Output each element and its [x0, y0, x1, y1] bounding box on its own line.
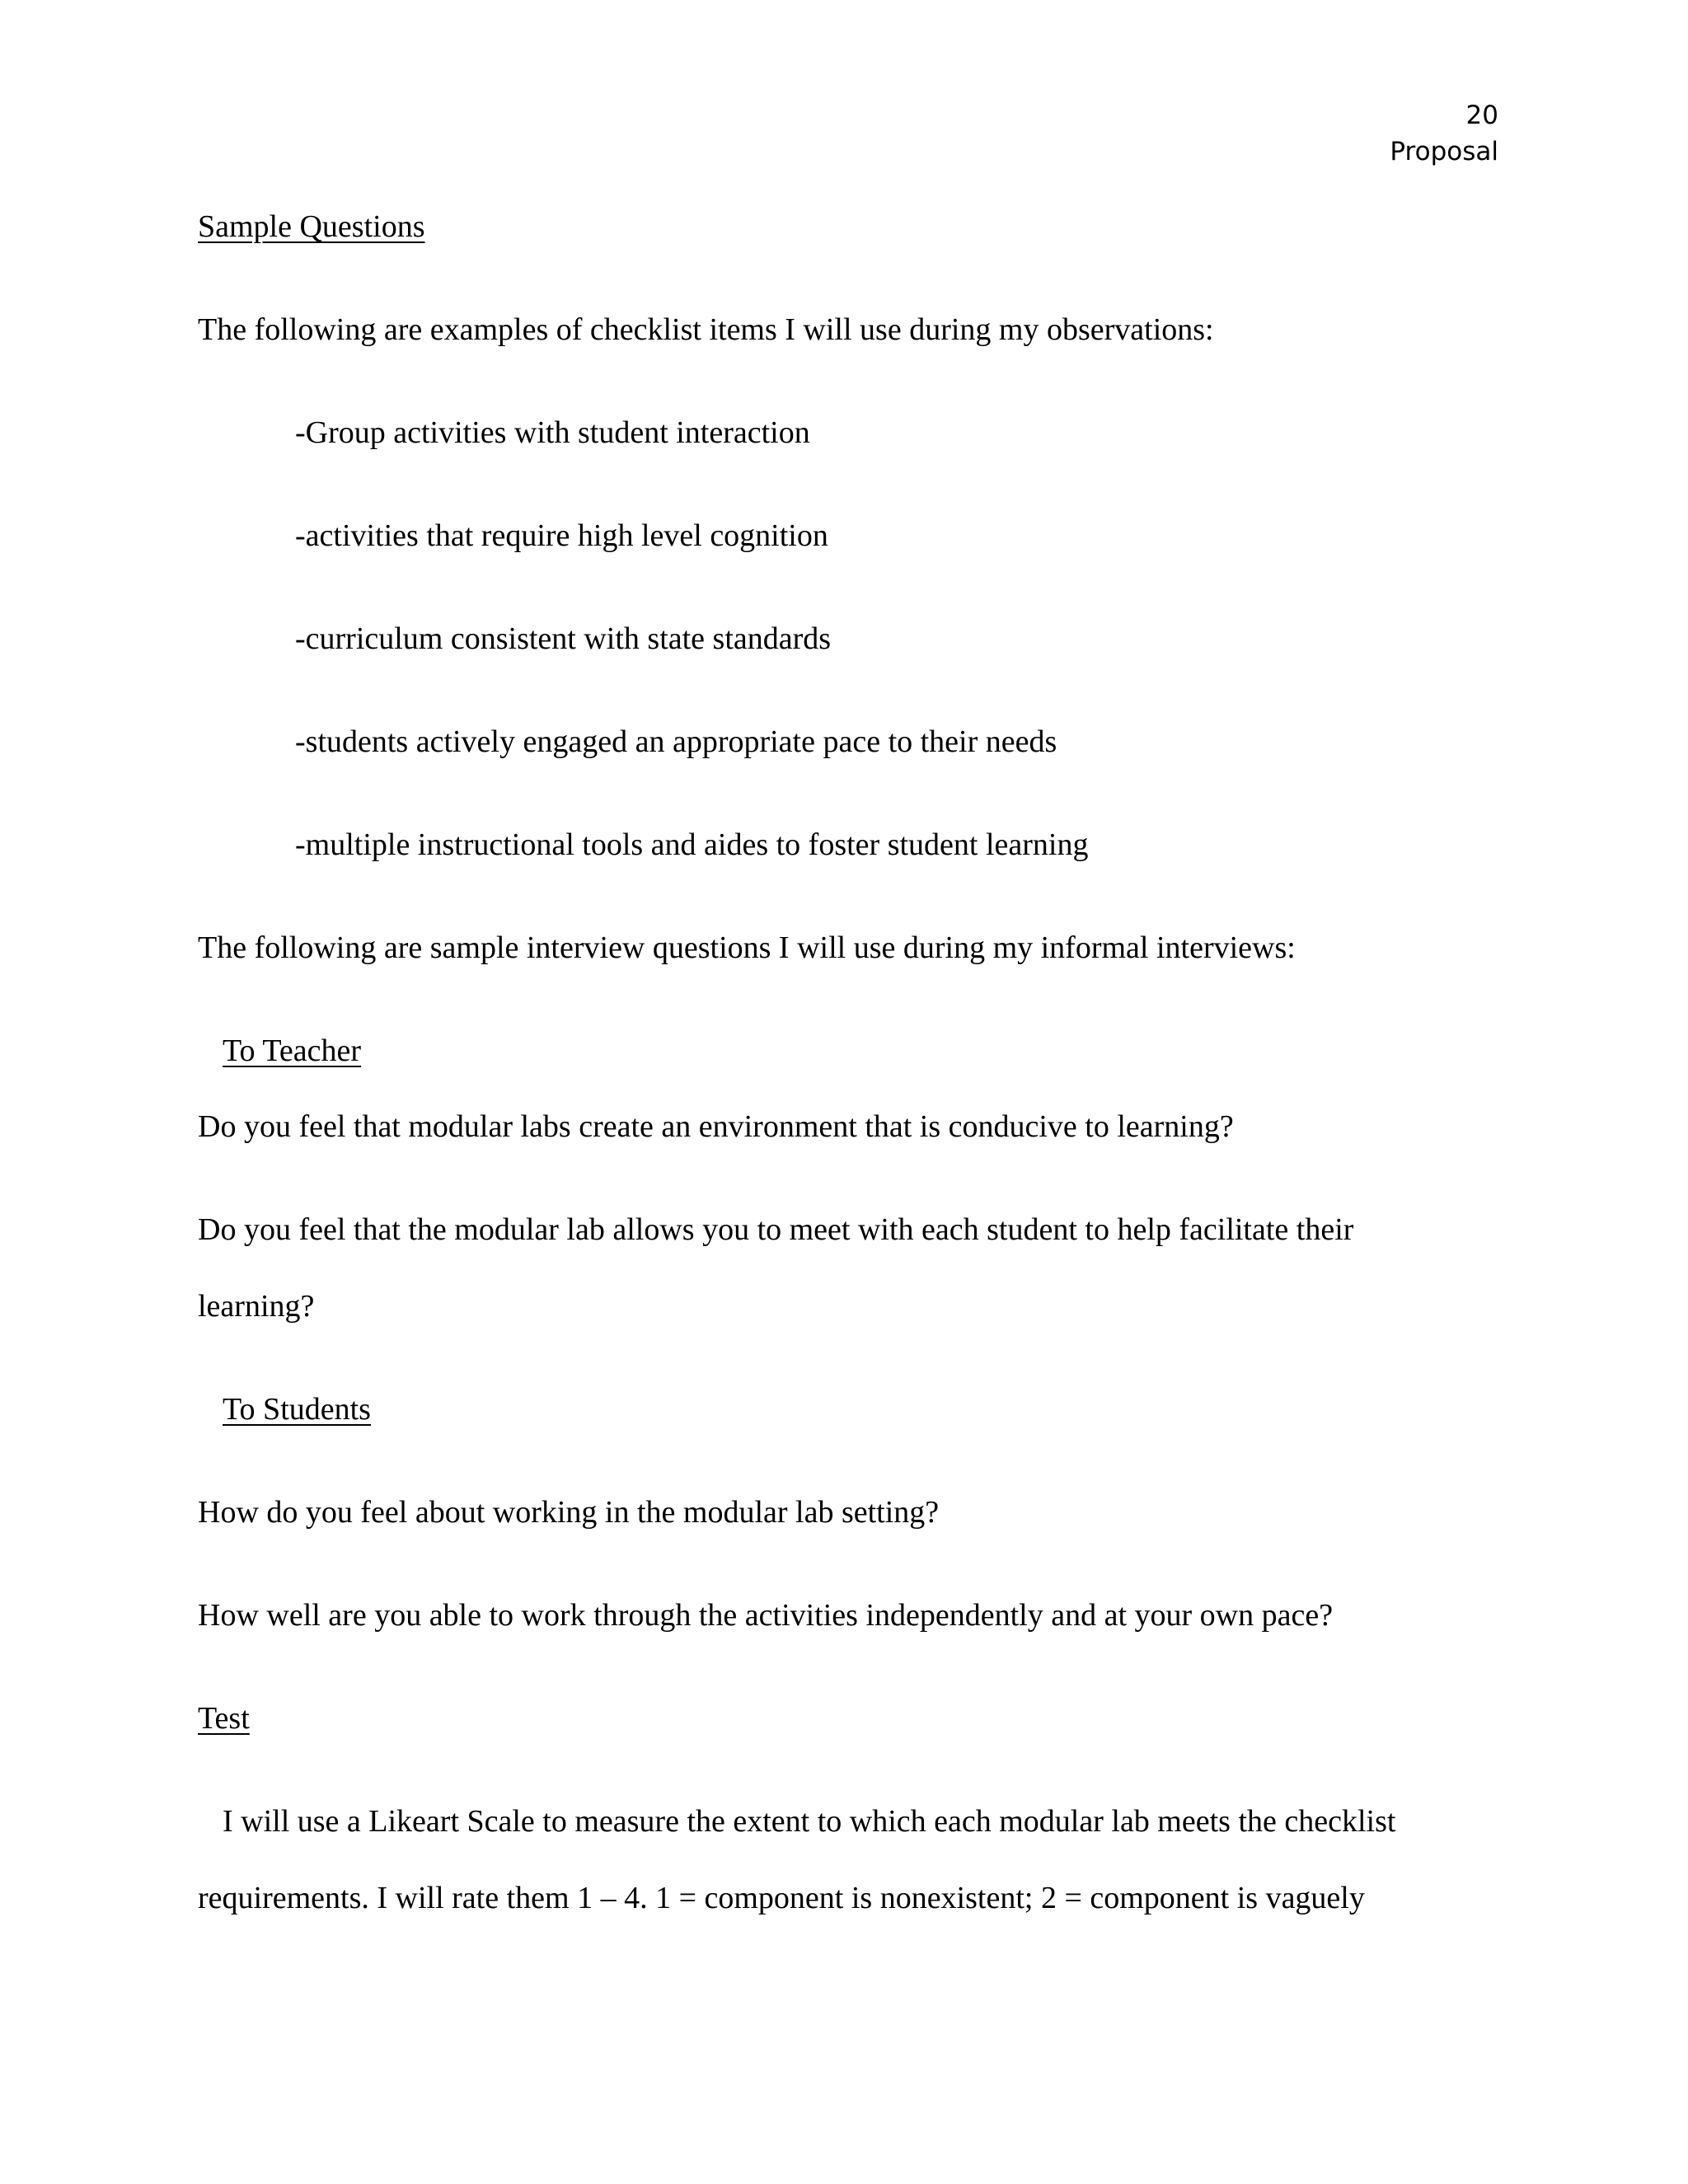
- test-paragraph-line-1: I will use a Likeart Scale to measure the extent to which each modular lab meets the checklist: [223, 1804, 1396, 1839]
- to-teacher-heading: To Teacher: [223, 1033, 362, 1068]
- to-students-heading: To Students: [223, 1392, 371, 1427]
- test-heading: Test: [198, 1701, 250, 1736]
- test-paragraph-line-2: requirements. I will rate them 1 – 4. 1 = component is nonexistent; 2 = component is vaguely: [198, 1881, 1365, 1915]
- student-question-2: How well are you able to work through the activities independently and at your own pace?: [198, 1598, 1334, 1633]
- checklist-item: -activities that require high level cognition: [295, 518, 828, 553]
- teacher-question-1: Do you feel that modular labs create an environment that is conducive to learning?: [198, 1109, 1234, 1144]
- page-number: 20: [1465, 101, 1498, 130]
- running-head: Proposal: [1390, 137, 1498, 166]
- checklist-item: -multiple instructional tools and aides to foster student learning: [295, 827, 1089, 862]
- student-question-1: How do you feel about working in the modular lab setting?: [198, 1495, 940, 1530]
- interview-intro: The following are sample interview questions I will use during my informal interviews:: [198, 930, 1296, 965]
- heading-sample-questions: Sample Questions: [198, 209, 425, 244]
- teacher-question-2-line-2: learning?: [198, 1289, 315, 1324]
- teacher-question-2-line-1: Do you feel that the modular lab allows you to meet with each student to help facilitate their: [198, 1212, 1354, 1247]
- checklist-item: -students actively engaged an appropriate pace to their needs: [295, 724, 1057, 759]
- checklist-item: -Group activities with student interaction: [295, 415, 810, 450]
- checklist-item: -curriculum consistent with state standards: [295, 621, 832, 656]
- page-header: [1390, 97, 1498, 170]
- checklist-intro: The following are examples of checklist items I will use during my observations:: [198, 312, 1214, 347]
